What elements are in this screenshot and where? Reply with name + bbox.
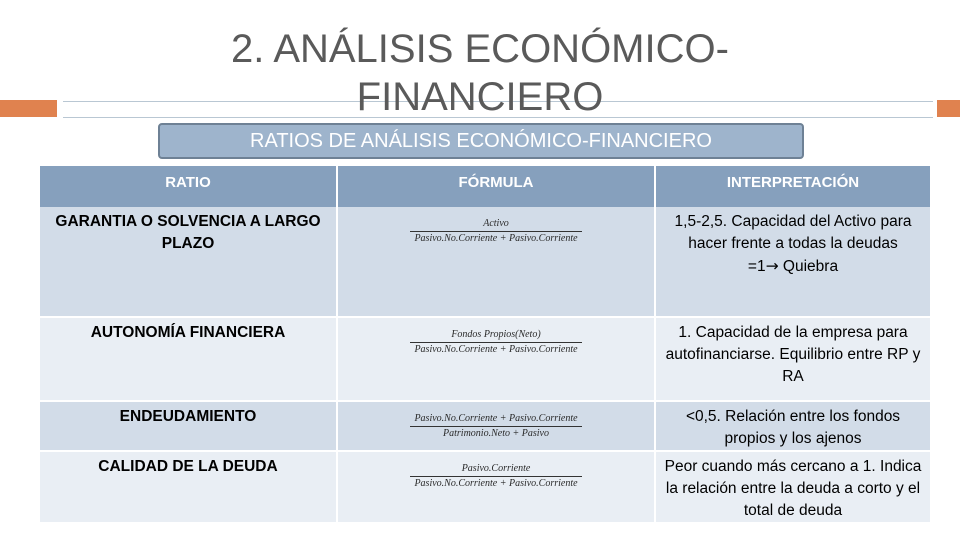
header-ratio: RATIO (40, 166, 337, 207)
formula-numerator: Pasivo.No.Corriente + Pasivo.Corriente (414, 413, 578, 424)
interpretation-cell (655, 317, 931, 401)
interpretation-text: <0,5. Relación entre los fondos propios y los ajenos (685, 408, 901, 447)
header-interpretation: INTERPRETACIÓN (655, 166, 931, 207)
subtitle-banner (158, 123, 804, 159)
interpretation-cell (655, 401, 931, 451)
accent-bar-left (0, 100, 57, 117)
accent-bar-right (937, 100, 960, 117)
subtitle-text: RATIOS DE ANÁLISIS ECONÓMICO-FINANCIERO (250, 129, 712, 152)
header-formula: FÓRMULA (337, 166, 655, 207)
interpretation-cell (655, 451, 931, 523)
table-header-row (40, 166, 931, 207)
interpretation-text: 1,5-2,5. Capacidad del Activo para hacer frente a todas la deudas (674, 213, 912, 252)
table-row (40, 451, 931, 523)
formula-denominator: Pasivo.No.Corriente + Pasivo.Corriente (414, 344, 578, 355)
table-row (40, 207, 931, 317)
interpretation-cell (655, 207, 931, 317)
formula-cell (337, 317, 655, 401)
ratios-table (40, 166, 932, 524)
table-row (40, 317, 931, 401)
interpretation-prefix: =1 (747, 258, 766, 275)
formula-cell (337, 401, 655, 451)
formula-numerator: Pasivo.Corriente (461, 463, 531, 474)
ratio-cell: AUTONOMÍA FINANCIERA (40, 317, 337, 401)
interpretation-text: Peor cuando más cercano a 1. Indica la relación entre la deuda a corto y el total de deuda (664, 458, 922, 519)
table-row (40, 401, 931, 451)
formula-cell (337, 451, 655, 523)
ratio-cell: CALIDAD DE LA DEUDA (40, 451, 337, 523)
interpretation-suffix: Quiebra (778, 258, 839, 275)
formula-numerator: Activo (483, 218, 509, 229)
formula-fraction (410, 463, 581, 490)
formula-numerator: Fondos Propios(Neto) (451, 329, 541, 340)
formula-fraction (410, 329, 581, 356)
formula-fraction (410, 218, 581, 245)
formula-fraction (410, 413, 581, 440)
ratio-cell: ENDEUDAMIENTO (40, 401, 337, 451)
formula-denominator: Pasivo.No.Corriente + Pasivo.Corriente (414, 233, 578, 244)
formula-denominator: Patrimonio.Neto + Pasivo (443, 428, 549, 439)
arrow-right-icon: → (765, 257, 779, 275)
formula-cell (337, 207, 655, 317)
interpretation-text: 1. Capacidad de la empresa para autofinanciarse. Equilibrio entre RP y RA (665, 324, 921, 385)
formula-denominator: Pasivo.No.Corriente + Pasivo.Corriente (414, 478, 578, 489)
ratio-cell: GARANTIA O SOLVENCIA A LARGO PLAZO (40, 207, 337, 317)
slide-title: 2. ANÁLISIS ECONÓMICO-FINANCIERO (231, 27, 729, 119)
